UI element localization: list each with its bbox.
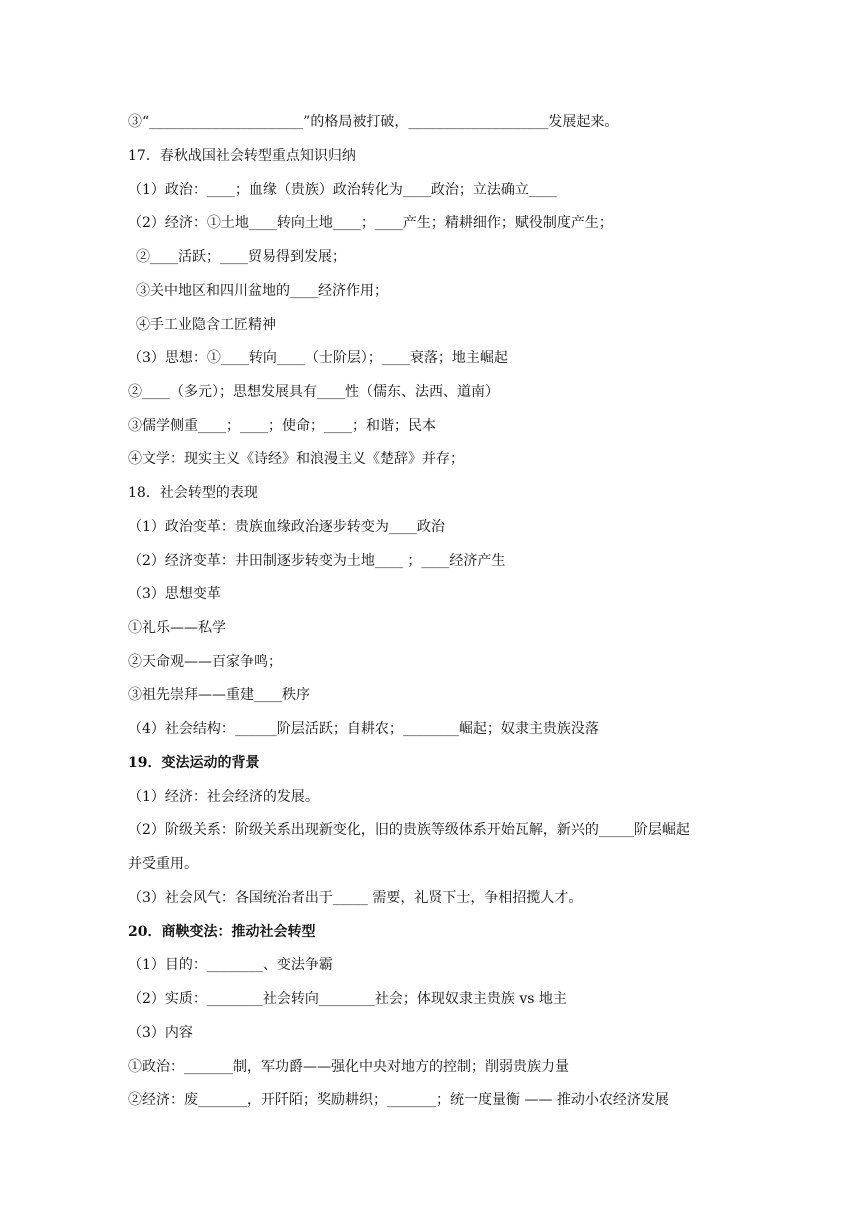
section-heading-19: 19．变法运动的背景: [128, 755, 260, 771]
text-line: （1）经济：社会经济的发展。: [128, 789, 319, 805]
text-line: ②天命观——百家争鸣；: [128, 654, 282, 670]
text-line: （3）思想变革: [128, 586, 221, 602]
text-line: （2）阶级关系：阶级关系出现新变化，旧的贵族等级体系开始瓦解，新兴的_____阶层崛起: [128, 822, 690, 838]
text-line: ③“______________________”的格局被打破，____________________发展起来。: [128, 114, 619, 130]
text-line: ②____（多元）；思想发展具有____性（儒东、法西、道南）: [128, 384, 499, 400]
text-line: （3）社会风气：各国统治者出于_____ 需要，礼贤下士，争相招揽人才。: [128, 890, 583, 906]
text-line: （2）经济变革：井田制逐步转变为土地____ ；____经济产生: [128, 553, 506, 569]
text-line: ④文学：现实主义《诗经》和浪漫主义《楚辞》并存；: [128, 451, 464, 467]
text-line: ②经济：废_______，开阡陌；奖励耕织；_______；统一度量衡 —— 推动小农经济发展: [128, 1092, 669, 1108]
text-line: ④手工业隐含工匠精神: [136, 317, 276, 333]
text-line: （4）社会结构：______阶层活跃；自耕农；________崛起；奴隶主贵族没落: [128, 721, 599, 737]
text-line: （1）目的：________、变法争霸: [128, 957, 333, 973]
section-heading-20: 20．商鞅变法：推动社会转型: [128, 924, 316, 940]
text-line: ②____活跃；____贸易得到发展；: [136, 249, 346, 265]
text-line: （3）思想：①____转向____（士阶层）；____衰落；地主崛起: [128, 350, 508, 366]
section-heading-18: 18．社会转型的表现: [128, 485, 258, 501]
text-line: ③关中地区和四川盆地的____经济作用；: [136, 283, 388, 299]
text-line: （2）实质：________社会转向________社会；体现奴隶主贵族 vs 地主: [128, 991, 567, 1007]
text-line: （2）经济：①土地____转向土地____；____产生；精耕细作；赋役制度产生；: [128, 215, 613, 231]
text-line: （1）政治：____；血缘（贵族）政治转化为____政治；立法确立____: [128, 182, 557, 198]
text-line: ③祖先崇拜——重建____秩序: [128, 687, 310, 703]
text-line: ③儒学侧重____；____；使命；____；和谐；民本: [128, 418, 436, 434]
text-line: （3）内容: [128, 1025, 193, 1041]
text-line: 并受重用。: [128, 856, 198, 872]
text-line: （1）政治变革：贵族血缘政治逐步转变为____政治: [128, 519, 445, 535]
section-heading-17: 17．春秋战国社会转型重点知识归纳: [128, 148, 356, 164]
text-line: ①政治：_______制，军功爵——强化中央对地方的控制；削弱贵族力量: [128, 1059, 569, 1075]
text-line: ①礼乐——私学: [128, 620, 226, 636]
